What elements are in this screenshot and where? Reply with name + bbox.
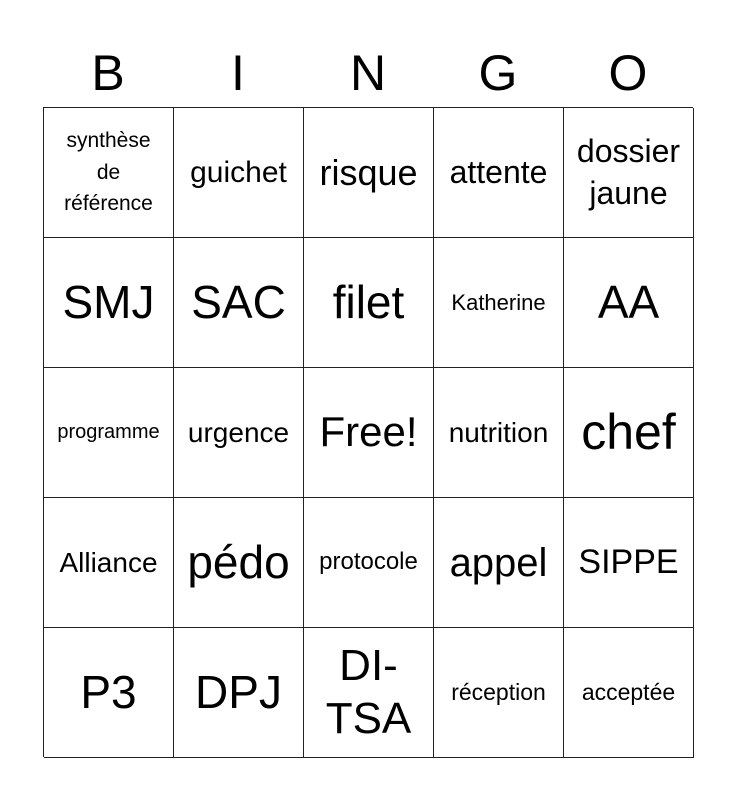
- cell-label: nutrition: [448, 416, 549, 448]
- cell-label: AA: [597, 276, 660, 329]
- cell-label: chef: [581, 404, 676, 460]
- bingo-cell[interactable]: [44, 108, 174, 238]
- bingo-board: [43, 107, 693, 757]
- cell-label: P3: [80, 666, 137, 719]
- header-letter-n: N: [349, 45, 387, 101]
- header-letter-i: I: [231, 45, 245, 101]
- bingo-cell[interactable]: [564, 108, 694, 238]
- cell-label: DPJ: [195, 666, 282, 719]
- bingo-cell[interactable]: [434, 108, 564, 238]
- bingo-cell[interactable]: [44, 368, 174, 498]
- bingo-cell[interactable]: [304, 108, 434, 238]
- bingo-cell[interactable]: [174, 498, 304, 628]
- bingo-cell[interactable]: [174, 368, 304, 498]
- bingo-header: [43, 42, 693, 104]
- bingo-cell[interactable]: [44, 498, 174, 628]
- cell-label: SIPPE: [578, 543, 679, 582]
- bingo-cell[interactable]: [174, 108, 304, 238]
- cell-label: DI-TSA: [325, 640, 412, 743]
- bingo-cell[interactable]: [564, 498, 694, 628]
- cell-label: SAC: [191, 276, 286, 329]
- bingo-cell[interactable]: [564, 368, 694, 498]
- header-letter-o: O: [608, 45, 648, 101]
- header-letter-b: B: [91, 45, 125, 101]
- cell-label: programme: [57, 421, 160, 443]
- cell-label: guichet: [190, 156, 287, 189]
- bingo-cell[interactable]: [434, 238, 564, 368]
- bingo-cell[interactable]: [174, 628, 304, 758]
- bingo-cell[interactable]: [44, 238, 174, 368]
- cell-label: protocole: [319, 548, 418, 576]
- bingo-cell[interactable]: [564, 628, 694, 758]
- bingo-cell[interactable]: [434, 368, 564, 498]
- cell-label: acceptée: [581, 679, 676, 705]
- bingo-cell[interactable]: [174, 238, 304, 368]
- cell-label: SMJ: [62, 276, 155, 329]
- header-letter-g: G: [478, 45, 518, 101]
- bingo-cell[interactable]: [304, 628, 434, 758]
- cell-label: risque: [319, 151, 418, 193]
- bingo-cell[interactable]: [564, 238, 694, 368]
- cell-label: attente: [449, 153, 548, 190]
- cell-label: filet: [332, 276, 405, 329]
- cell-label: dossier jaune: [576, 132, 681, 211]
- bingo-cell[interactable]: [434, 628, 564, 758]
- cell-label: appel: [449, 540, 548, 585]
- bingo-cell[interactable]: [44, 628, 174, 758]
- cell-label: synthèse de référence: [64, 129, 153, 216]
- cell-label: Katherine: [451, 289, 546, 315]
- bingo-cell[interactable]: [304, 238, 434, 368]
- bingo-cell[interactable]: [434, 498, 564, 628]
- bingo-cell[interactable]: [304, 368, 434, 498]
- cell-label: Free!: [319, 408, 418, 456]
- bingo-cell[interactable]: [304, 498, 434, 628]
- cell-label: urgence: [187, 416, 290, 448]
- cell-label: réception: [451, 679, 546, 705]
- cell-label: pédo: [187, 536, 290, 589]
- cell-label: Alliance: [59, 546, 158, 578]
